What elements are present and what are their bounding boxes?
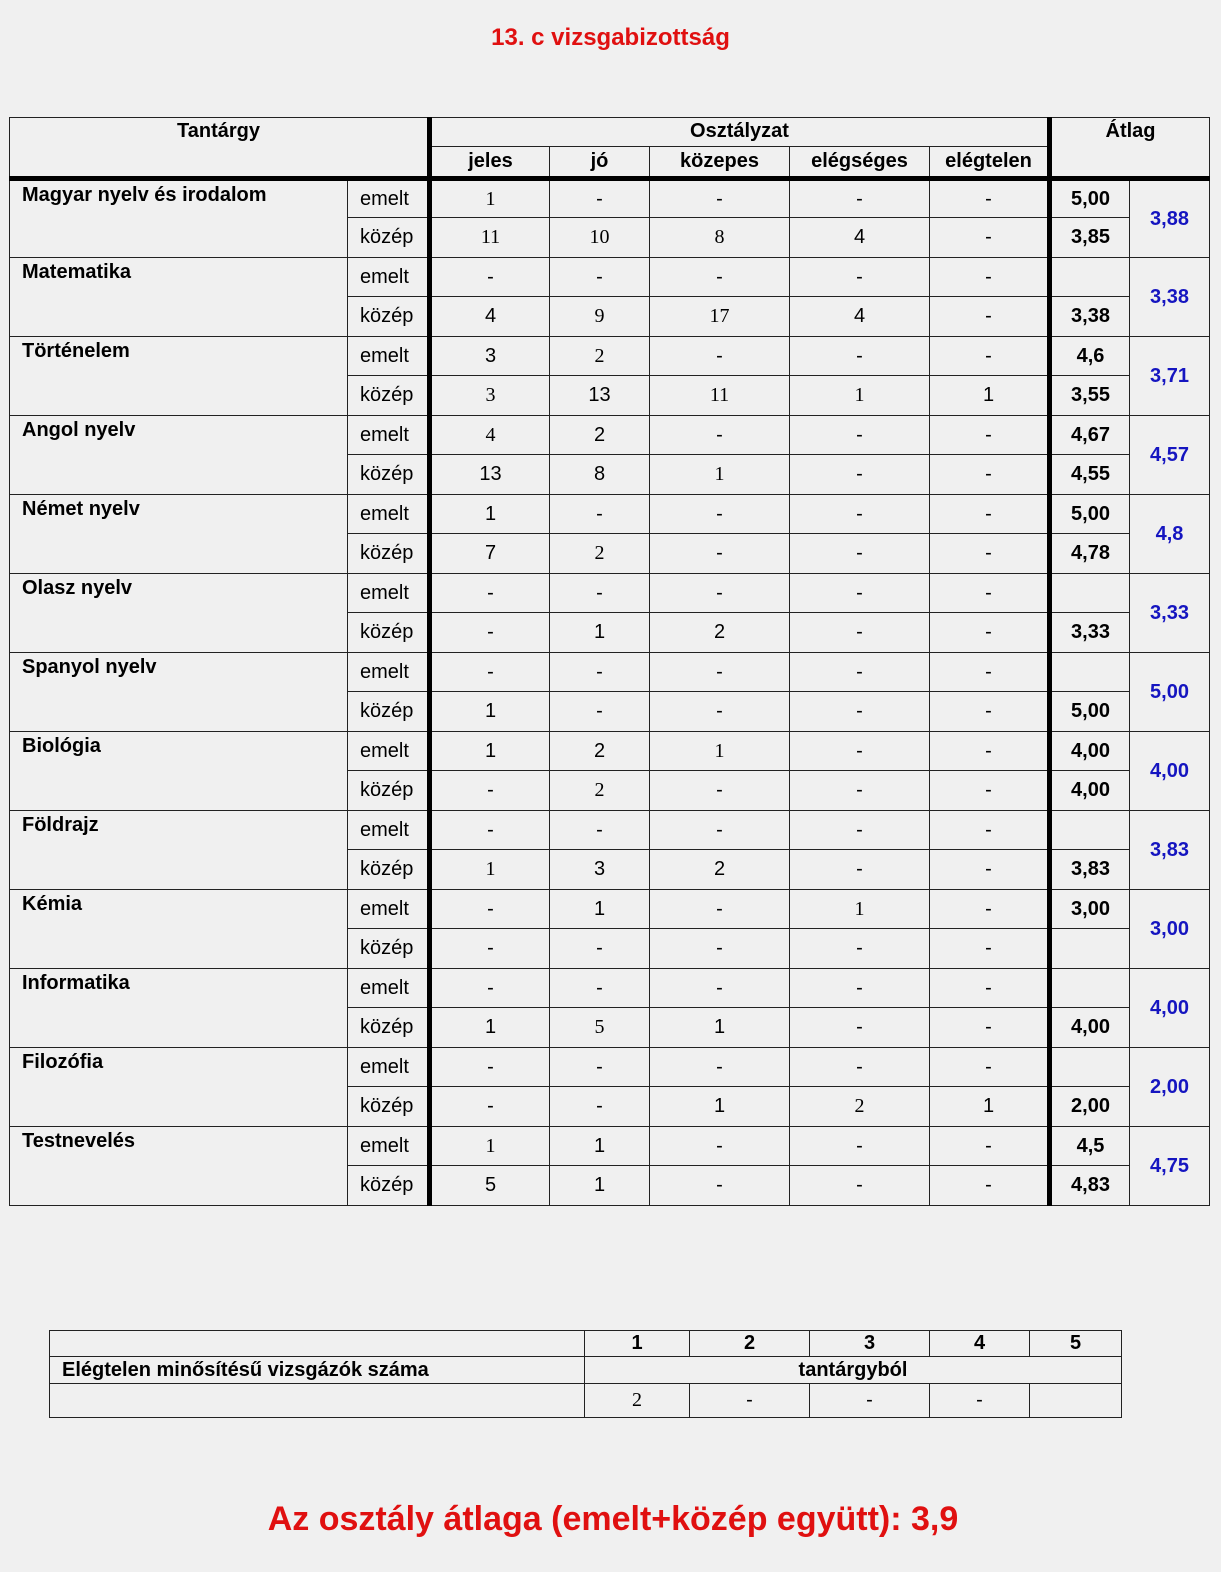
- page-title: 13. c vizsgabizottság: [491, 24, 730, 51]
- grade-count: 1: [430, 1127, 550, 1166]
- grade-count: -: [430, 811, 550, 850]
- grade-count: -: [930, 850, 1050, 890]
- grade-count: 13: [430, 455, 550, 495]
- level-label: emelt: [348, 732, 430, 771]
- subject-name: Német nyelv: [10, 495, 348, 574]
- subject-total-average: 4,75: [1130, 1127, 1210, 1206]
- grade-count: -: [650, 771, 790, 811]
- table-row: [10, 574, 1210, 613]
- grade-count: -: [650, 258, 790, 297]
- subject-name: Kémia: [10, 890, 348, 969]
- level-average: 4,5: [1050, 1127, 1130, 1166]
- level-label: közép: [348, 850, 430, 890]
- subject-total-average: 2,00: [1130, 1048, 1210, 1127]
- grade-count: -: [790, 653, 930, 692]
- grade-count: 2: [650, 850, 790, 890]
- subject-name: Informatika: [10, 969, 348, 1048]
- level-label: közép: [348, 613, 430, 653]
- table-row: [10, 179, 1210, 218]
- level-label: közép: [348, 455, 430, 495]
- level-average: 3,33: [1050, 613, 1130, 653]
- subject-total-average: 4,00: [1130, 732, 1210, 811]
- grade-count: 1: [430, 850, 550, 890]
- table-row: [10, 416, 1210, 455]
- grade-count: -: [790, 771, 930, 811]
- level-average: 4,67: [1050, 416, 1130, 455]
- grade-count: 3: [550, 850, 650, 890]
- fail-col-3: 3: [810, 1331, 930, 1357]
- subject-name: Magyar nyelv és irodalom: [10, 179, 348, 258]
- level-label: emelt: [348, 416, 430, 455]
- fail-value-2: -: [690, 1384, 810, 1418]
- level-average: [1050, 1048, 1130, 1087]
- grade-count: 11: [430, 218, 550, 258]
- grade-count: -: [650, 811, 790, 850]
- grade-count: -: [430, 1087, 550, 1127]
- grade-count: 1: [550, 1166, 650, 1206]
- level-label: emelt: [348, 179, 430, 218]
- grade-count: -: [650, 337, 790, 376]
- grade-count: -: [930, 890, 1050, 929]
- grade-count: 10: [550, 218, 650, 258]
- grade-count: -: [930, 416, 1050, 455]
- grade-count: 2: [550, 416, 650, 455]
- grade-count: -: [430, 613, 550, 653]
- level-average: 4,00: [1050, 771, 1130, 811]
- table-row: [10, 811, 1210, 850]
- grade-count: 13: [550, 376, 650, 416]
- grade-count: -: [930, 613, 1050, 653]
- grade-count: -: [650, 692, 790, 732]
- grade-count: 1: [650, 1008, 790, 1048]
- grade-count: -: [550, 811, 650, 850]
- level-label: emelt: [348, 1048, 430, 1087]
- grade-count: -: [930, 692, 1050, 732]
- level-average: 3,00: [1050, 890, 1130, 929]
- grade-count: -: [930, 495, 1050, 534]
- grade-count: 2: [650, 613, 790, 653]
- grade-count: 17: [650, 297, 790, 337]
- table-row: [10, 653, 1210, 692]
- level-label: közép: [348, 771, 430, 811]
- subject-name: Testnevelés: [10, 1127, 348, 1206]
- grade-count: -: [930, 574, 1050, 613]
- fail-col-2: 2: [690, 1331, 810, 1357]
- subject-name: Földrajz: [10, 811, 348, 890]
- grade-count: -: [790, 732, 930, 771]
- grade-count: 9: [550, 297, 650, 337]
- grade-count: -: [550, 969, 650, 1008]
- grade-count: -: [550, 1087, 650, 1127]
- grade-count: -: [930, 929, 1050, 969]
- subject-name: Olasz nyelv: [10, 574, 348, 653]
- grade-count: -: [550, 653, 650, 692]
- level-average: [1050, 969, 1130, 1008]
- level-average: 3,85: [1050, 218, 1130, 258]
- level-label: emelt: [348, 337, 430, 376]
- grade-count: 2: [550, 732, 650, 771]
- level-average: 5,00: [1050, 495, 1130, 534]
- grade-count: -: [790, 692, 930, 732]
- grade-count: -: [790, 811, 930, 850]
- grade-count: 1: [650, 732, 790, 771]
- grade-count: -: [930, 1127, 1050, 1166]
- grade-count: -: [550, 179, 650, 218]
- level-average: 4,00: [1050, 732, 1130, 771]
- grade-count: -: [550, 574, 650, 613]
- grade-count: 1: [790, 890, 930, 929]
- grade-count: -: [790, 574, 930, 613]
- grade-count: -: [550, 692, 650, 732]
- grade-count: 11: [650, 376, 790, 416]
- grade-count: -: [430, 1048, 550, 1087]
- grade-count: 1: [930, 1087, 1050, 1127]
- grade-count: -: [790, 929, 930, 969]
- grade-count: -: [650, 890, 790, 929]
- level-label: emelt: [348, 495, 430, 534]
- grade-count: -: [650, 1166, 790, 1206]
- grade-count: -: [930, 1166, 1050, 1206]
- grade-count: -: [650, 534, 790, 574]
- grade-count: -: [550, 929, 650, 969]
- fail-col-1: 1: [585, 1331, 690, 1357]
- grade-count: 1: [550, 613, 650, 653]
- subject-total-average: 3,38: [1130, 258, 1210, 337]
- grade-count: -: [650, 1127, 790, 1166]
- grade-count: -: [930, 534, 1050, 574]
- subject-name: Spanyol nyelv: [10, 653, 348, 732]
- grade-count: -: [650, 495, 790, 534]
- grade-count: 1: [930, 376, 1050, 416]
- level-average: 4,00: [1050, 1008, 1130, 1048]
- grade-count: -: [790, 455, 930, 495]
- grade-count: -: [930, 653, 1050, 692]
- grade-count: -: [790, 337, 930, 376]
- subject-name: Matematika: [10, 258, 348, 337]
- subject-total-average: 4,57: [1130, 416, 1210, 495]
- grade-count: 1: [550, 1127, 650, 1166]
- level-label: emelt: [348, 969, 430, 1008]
- table-row: [10, 258, 1210, 297]
- grade-count: -: [930, 969, 1050, 1008]
- fail-value-4: -: [930, 1384, 1030, 1418]
- fail-value-3: -: [810, 1384, 930, 1418]
- level-label: közép: [348, 692, 430, 732]
- level-label: közép: [348, 297, 430, 337]
- fail-header-empty: [50, 1331, 585, 1357]
- level-label: emelt: [348, 258, 430, 297]
- grade-count: -: [650, 416, 790, 455]
- grade-count: 1: [650, 1087, 790, 1127]
- grade-count: 2: [790, 1087, 930, 1127]
- level-average: 3,83: [1050, 850, 1130, 890]
- grade-count: -: [550, 495, 650, 534]
- grade-count: -: [930, 297, 1050, 337]
- level-label: emelt: [348, 574, 430, 613]
- grade-count: 1: [650, 455, 790, 495]
- subject-name: Filozófia: [10, 1048, 348, 1127]
- grade-count: -: [650, 653, 790, 692]
- grade-count: -: [430, 574, 550, 613]
- grade-count: -: [790, 1127, 930, 1166]
- grade-count: -: [790, 534, 930, 574]
- level-label: közép: [348, 1166, 430, 1206]
- grade-count: -: [790, 495, 930, 534]
- level-average: 5,00: [1050, 692, 1130, 732]
- fail-subheader: tantárgyból: [585, 1357, 1122, 1384]
- fail-value-5: [1030, 1384, 1122, 1418]
- level-label: közép: [348, 534, 430, 574]
- subject-name: Biológia: [10, 732, 348, 811]
- level-label: közép: [348, 376, 430, 416]
- grade-count: 4: [790, 218, 930, 258]
- level-average: [1050, 811, 1130, 850]
- results-table: [9, 117, 1210, 1206]
- grade-count: -: [790, 258, 930, 297]
- fail-col-5: 5: [1030, 1331, 1122, 1357]
- grade-count: -: [650, 1048, 790, 1087]
- level-average: [1050, 653, 1130, 692]
- grade-count: -: [550, 1048, 650, 1087]
- grade-count: -: [930, 771, 1050, 811]
- level-label: emelt: [348, 653, 430, 692]
- grade-count: -: [650, 574, 790, 613]
- subject-total-average: 3,71: [1130, 337, 1210, 416]
- fail-summary-table: [49, 1330, 1122, 1418]
- level-average: 4,6: [1050, 337, 1130, 376]
- level-average: [1050, 574, 1130, 613]
- grade-count: 3: [430, 376, 550, 416]
- table-row: [10, 969, 1210, 1008]
- grade-count: 1: [430, 692, 550, 732]
- grade-count: 3: [430, 337, 550, 376]
- table-row: [10, 495, 1210, 534]
- grade-count: -: [930, 179, 1050, 218]
- level-label: emelt: [348, 1127, 430, 1166]
- grade-count: -: [790, 1166, 930, 1206]
- grade-count: -: [650, 929, 790, 969]
- grade-count: -: [930, 258, 1050, 297]
- header-grade-jo: jó: [550, 147, 650, 179]
- header-subject: Tantárgy: [10, 118, 430, 179]
- level-average: 4,55: [1050, 455, 1130, 495]
- level-average: 4,78: [1050, 534, 1130, 574]
- fail-col-4: 4: [930, 1331, 1030, 1357]
- grade-count: -: [930, 1008, 1050, 1048]
- level-average: 3,38: [1050, 297, 1130, 337]
- grade-count: 5: [430, 1166, 550, 1206]
- grade-count: -: [790, 416, 930, 455]
- level-label: közép: [348, 1087, 430, 1127]
- level-label: emelt: [348, 811, 430, 850]
- subject-total-average: 3,83: [1130, 811, 1210, 890]
- grade-count: -: [930, 811, 1050, 850]
- grade-count: -: [930, 732, 1050, 771]
- subject-total-average: 3,33: [1130, 574, 1210, 653]
- grade-count: -: [430, 890, 550, 929]
- header-grade-elegseges: elégséges: [790, 147, 930, 179]
- level-average: 5,00: [1050, 179, 1130, 218]
- grade-count: -: [930, 218, 1050, 258]
- grade-count: -: [430, 258, 550, 297]
- grade-count: -: [430, 929, 550, 969]
- results-body: [10, 179, 1210, 1206]
- grade-count: -: [430, 969, 550, 1008]
- header-grade-kozepes: közepes: [650, 147, 790, 179]
- fail-value-empty: [50, 1384, 585, 1418]
- fail-label: Elégtelen minősítésű vizsgázók száma: [50, 1357, 585, 1384]
- grade-count: -: [430, 771, 550, 811]
- header-grade-elegtelen: elégtelen: [930, 147, 1050, 179]
- grade-count: -: [790, 1008, 930, 1048]
- level-average: [1050, 258, 1130, 297]
- fail-value-1: 2: [585, 1384, 690, 1418]
- grade-count: 1: [430, 179, 550, 218]
- grade-count: 8: [550, 455, 650, 495]
- grade-count: 4: [430, 297, 550, 337]
- table-row: [10, 1127, 1210, 1166]
- grade-count: -: [430, 653, 550, 692]
- header-grade-jeles: jeles: [430, 147, 550, 179]
- grade-count: -: [790, 850, 930, 890]
- table-row: [10, 1048, 1210, 1087]
- level-label: közép: [348, 218, 430, 258]
- grade-count: 8: [650, 218, 790, 258]
- level-label: közép: [348, 1008, 430, 1048]
- level-average: [1050, 929, 1130, 969]
- subject-total-average: 4,00: [1130, 969, 1210, 1048]
- grade-count: -: [650, 969, 790, 1008]
- grade-count: -: [930, 337, 1050, 376]
- subject-name: Történelem: [10, 337, 348, 416]
- subject-name: Angol nyelv: [10, 416, 348, 495]
- grade-count: 1: [550, 890, 650, 929]
- class-average-footer: Az osztály átlaga (emelt+közép együtt): 3,9: [267, 1500, 959, 1538]
- grade-count: 4: [790, 297, 930, 337]
- level-label: emelt: [348, 890, 430, 929]
- subject-total-average: 3,00: [1130, 890, 1210, 969]
- subject-total-average: 5,00: [1130, 653, 1210, 732]
- grade-count: 2: [550, 534, 650, 574]
- grade-count: 1: [430, 1008, 550, 1048]
- subject-total-average: 3,88: [1130, 179, 1210, 258]
- table-row: [10, 890, 1210, 929]
- grade-count: 2: [550, 771, 650, 811]
- grade-count: 2: [550, 337, 650, 376]
- level-average: 4,83: [1050, 1166, 1130, 1206]
- level-label: közép: [348, 929, 430, 969]
- grade-count: -: [790, 969, 930, 1008]
- grade-count: -: [650, 179, 790, 218]
- table-row: [10, 732, 1210, 771]
- grade-count: 4: [430, 416, 550, 455]
- grade-count: 1: [430, 495, 550, 534]
- grade-count: -: [550, 258, 650, 297]
- grade-count: -: [930, 455, 1050, 495]
- subject-total-average: 4,8: [1130, 495, 1210, 574]
- grade-count: -: [930, 1048, 1050, 1087]
- grade-count: 5: [550, 1008, 650, 1048]
- grade-count: -: [790, 1048, 930, 1087]
- grade-count: -: [790, 179, 930, 218]
- level-average: 3,55: [1050, 376, 1130, 416]
- grade-count: 1: [430, 732, 550, 771]
- grade-count: 7: [430, 534, 550, 574]
- header-average: Átlag: [1050, 118, 1210, 179]
- header-grade-group: Osztályzat: [430, 118, 1050, 147]
- grade-count: -: [790, 613, 930, 653]
- grade-count: 1: [790, 376, 930, 416]
- level-average: 2,00: [1050, 1087, 1130, 1127]
- table-row: [10, 337, 1210, 376]
